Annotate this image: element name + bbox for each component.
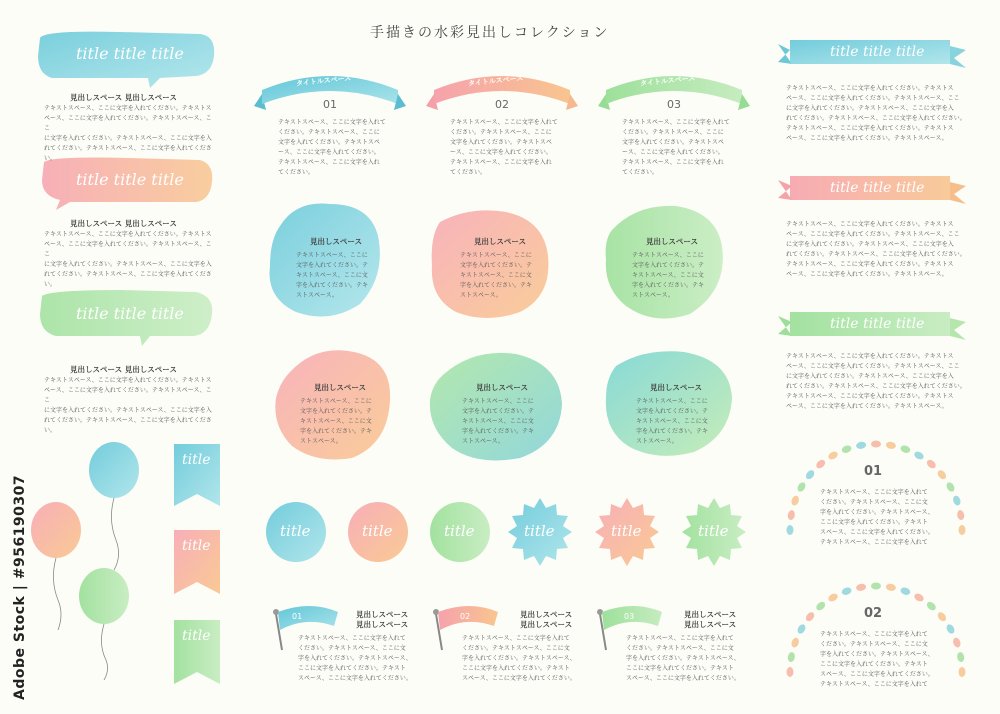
blob-6-content: 見出しスペース テキストスペース、ここに 文字を入れてください。テ キストスペース、ここに文 字を入れてください。テキ ストスペース。	[636, 383, 709, 445]
ribbon-pink-number: 02	[495, 98, 509, 111]
bubble-pink-title: title title title	[76, 170, 184, 189]
rbanner-blue-text: テキストスペース、ここに文字を入れてください。テキストス ペース、ここに文字を入れてください。テキストスペース、ここ に文字を入れてください。テキストスペース、ここに文字を入 れてください。テキストスペース、ここに文字を入れてください。 テキストスペース、ここに文字を入れてください。テキストス ペース、ここに文字を入れてください。テキストスペース。	[786, 85, 966, 142]
arch-1-text: テキストスペース、ここに文字を入れて ください。テキストスペース、ここに文 字を入れてください。テキストスペース、 ここに文字を入れてください。テキスト スペース、ここに文字を入れてください。 テキストスペース、ここに文字を入れて	[820, 489, 934, 546]
badge-2-title: title	[362, 522, 393, 540]
page-title: 手描きの水彩見出しコレクション	[370, 25, 610, 41]
arch-scallop	[936, 469, 948, 481]
bubble-blue-text: テキストスペース、ここに文字を入れてください。テキストス ペース、ここに文字を入れてください。テキストスペース、ここ に文字を入れてください。テキストスペース、ここに文字を入 れてください。テキストスペース、ここに文字を入れてください。	[44, 105, 212, 162]
rbanner-blue-title: title title title	[830, 44, 925, 60]
rbanner-green-title: title title title	[830, 316, 925, 332]
flag-1-text: テキストスペース、ここに文字を入れて ください。テキストスペース、ここに文 字を入れてください。テキストスペース、 ここに文字を入れてください。テキスト スペース、ここに文字を入れてください。	[298, 635, 412, 682]
arch-scallop	[787, 525, 794, 535]
vbanner-green-title: title	[182, 628, 211, 644]
arch-scallop	[790, 495, 800, 507]
bubble-blue-heading: 見出しスペース 見出しスペース	[70, 93, 177, 102]
bubble-blue-title: title title title	[76, 44, 184, 63]
arch-scallop	[815, 600, 827, 612]
vbanner-pink-title: title	[182, 538, 211, 554]
arch-scallop	[913, 592, 925, 603]
flag-1-heading: 見出しスペース 見出しスペース	[356, 610, 409, 629]
balloon-blue	[89, 442, 139, 570]
bubble-green-heading: 見出しスペース 見出しスペース	[70, 365, 177, 374]
arch-scallop	[871, 583, 881, 590]
ribbon-blue-text: テキストスペース、ここに文字を入れて ください。テキストスペース、ここに 文字を入れてください。テキストスペ ース、ここに文字を入れてください。 テキストスペース、ここに文字を入れ てください。	[278, 119, 386, 176]
arch-scallop	[900, 586, 912, 596]
ribbon-pink-text: テキストスペース、ここに文字を入れて ください。テキストスペース、ここに 文字を入れてください。テキストスペ ース、ここに文字を入れてください。 テキストスペース、ここに文字を入れ てください。	[450, 119, 558, 176]
blob-5-content: 見出しスペース テキストスペース、ここに 文字を入れてください。テ キストスペース、ここに文 字を入れてください。テキ ストスペース。	[462, 383, 535, 445]
arch-scallop	[804, 469, 816, 481]
ribbon-pink-label: タイトルスペース	[467, 74, 524, 88]
blob-4-content: 見出しスペース テキストスペース、ここに 文字を入れてください。テ キストスペース、ここに文 字を入れてください。テキ ストスペース。	[300, 383, 373, 445]
balloon-green	[79, 568, 129, 680]
arch-scallop	[900, 444, 912, 454]
blob-3-content: 見出しスペース テキストスペース、ここに 文字を入れてください。テ キストスペース、ここに文 字を入れてください。テキ ストスペース。	[632, 237, 705, 299]
watermark: Adobe Stock | #956190307	[12, 474, 28, 700]
arch-scallop	[913, 450, 925, 461]
ribbon-green-text: テキストスペース、ここに文字を入れて ください。テキストスペース、ここに 文字を入れてください。テキストスペ ース、ここに文字を入れてください。 テキストスペース、ここに文字を入れ てください。	[622, 119, 730, 176]
arch-scallop	[885, 583, 896, 592]
blob-1-content: 見出しスペース テキストスペース、ここに 文字を入れてください。テ キストスペース、ここに文 字を入れてください。テキ ストスペース。	[296, 237, 369, 299]
bubble-pink-heading: 見出しスペース 見出しスペース	[70, 219, 177, 228]
arch-scallop	[827, 450, 839, 461]
flag-3-heading: 見出しスペース 見出しスペース	[684, 610, 737, 629]
balloon-pink	[31, 502, 81, 630]
arch-scallop	[925, 458, 937, 470]
arch-1-number: 01	[864, 464, 883, 479]
arch-scallop	[804, 611, 816, 623]
bubble-green-title: title title title	[76, 304, 184, 323]
arch-2-text: テキストスペース、ここに文字を入れて ください。テキストスペース、ここに文 字を入れてください。テキストスペース、 ここに文字を入れてください。テキスト スペース、ここに文字を入れてください。 テキストスペース、ここに文字を入れて	[820, 631, 934, 688]
bubble-pink-text: テキストスペース、ここに文字を入れてください。テキストス ペース、ここに文字を入れてください。テキストスペース、ここ に文字を入れてください。テキストスペース、ここに文字を入 れてください。テキストスペース、ここに文字を入れてください。	[44, 231, 212, 288]
badge-5-title: title	[611, 522, 642, 540]
badge-6-title: title	[698, 522, 729, 540]
vbanner-blue-title: title	[182, 452, 211, 468]
rbanner-pink-title: title title title	[830, 180, 925, 196]
arch-scallop	[796, 623, 807, 635]
bubble-green-text: テキストスペース、ここに文字を入れてください。テキストス ペース、ここに文字を入れてください。テキストスペース、ここ に文字を入れてください。テキストスペース、ここに文字を入 れてください。テキストスペース、ここに文字を入れてください。	[44, 377, 212, 434]
arch-scallop	[796, 481, 807, 493]
flag-2-text: テキストスペース、ここに文字を入れて ください。テキストスペース、ここに文 字を入れてください。テキストスペース、 ここに文字を入れてください。テキスト スペース、ここに文字を入れてください。	[462, 635, 576, 682]
arch-scallop	[856, 441, 867, 450]
flag-1-number: 01	[292, 612, 303, 621]
arch-scallop	[936, 611, 948, 623]
ribbon-blue-label: タイトルスペース	[295, 74, 352, 88]
ribbon-blue-number: 01	[323, 98, 337, 111]
badge-4-title: title	[524, 522, 555, 540]
arch-scallop	[925, 600, 937, 612]
arch-scallop	[841, 586, 853, 596]
badge-1-title: title	[280, 522, 311, 540]
arch-scallop	[871, 441, 881, 448]
rbanner-pink-text: テキストスペース、ここに文字を入れてください。テキストス ペース、ここに文字を入れてください。テキストスペース、ここ に文字を入れてください。テキストスペース、ここに文字を入 れてください。テキストスペース、ここに文字を入れてください。 テキストスペース、ここに文字を入れてください。テキストス ペース、ここに文字を入れてください。テキストスペース。	[786, 221, 966, 278]
arch-2-number: 02	[864, 606, 883, 621]
flag-3-number: 03	[624, 612, 635, 621]
arch-scallop	[815, 458, 827, 470]
arch-scallop	[856, 583, 867, 592]
arch-scallop	[787, 652, 796, 663]
rbanner-green-text: テキストスペース、ここに文字を入れてください。テキストス ペース、ここに文字を入れてください。テキストスペース、ここ に文字を入れてください。テキストスペース、ここに文字を入 れてください。テキストスペース、ここに文字を入れてください。 テキストスペース、ここに文字を入れてください。テキストス ペース、ここに文字を入れてください。テキストスペース。	[786, 353, 966, 410]
ribbon-green-label: タイトルスペース	[639, 74, 696, 88]
arch-scallop	[827, 592, 839, 603]
arch-scallop	[790, 637, 800, 649]
arch-scallop	[885, 441, 896, 450]
flag-2-heading: 見出しスペース 見出しスペース	[520, 610, 573, 629]
arch-scallop	[787, 667, 794, 677]
ribbon-green-number: 03	[667, 98, 681, 111]
badge-3-title: title	[444, 522, 475, 540]
arch-scallop	[787, 510, 796, 521]
flag-2-number: 02	[460, 612, 471, 621]
flag-3-text: テキストスペース、ここに文字を入れて ください。テキストスペース、ここに文 字を入れてください。テキストスペース、 ここに文字を入れてください。テキスト スペース、ここに文字を入れてください。	[626, 635, 740, 682]
arch-scallop	[841, 444, 853, 454]
blob-2-content: 見出しスペース テキストスペース、ここに 文字を入れてください。テ キストスペース、ここに文 字を入れてください。テキ ストスペース。	[460, 237, 533, 299]
